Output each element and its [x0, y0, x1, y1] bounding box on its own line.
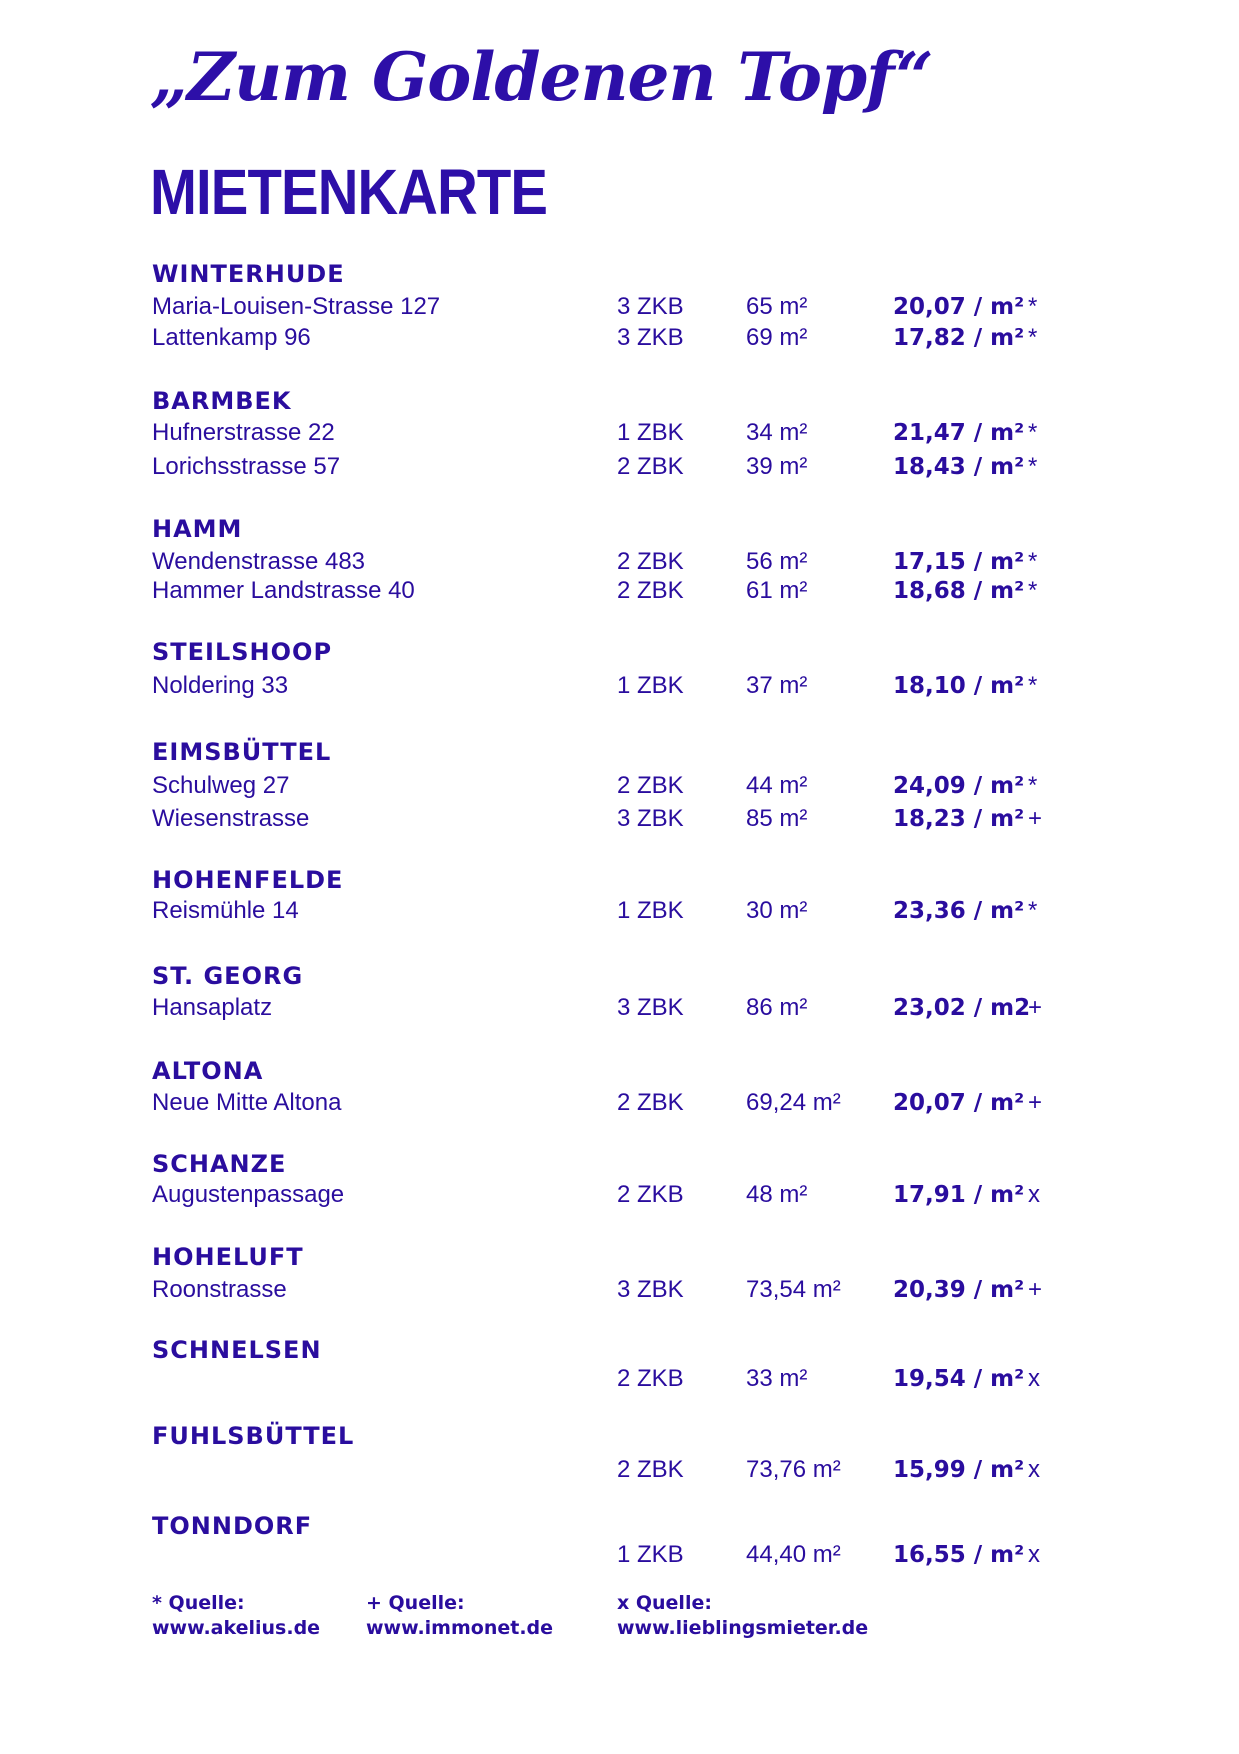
listing-row	[0, 292, 1239, 322]
listing-type: 2 ZBK	[617, 453, 684, 480]
source-label: + Quelle:	[366, 1592, 465, 1614]
listing-size: 69,24 m²	[746, 1089, 841, 1116]
source-link[interactable]: www.immonet.de	[366, 1617, 554, 1639]
listing-type: 2 ZKB	[617, 1181, 684, 1208]
listing-price: 18,68 / m²	[893, 578, 1025, 604]
listing-row	[0, 993, 1239, 1023]
listing-address: Reismühle 14	[152, 897, 299, 924]
listing-size: 33 m²	[746, 1365, 808, 1392]
listing-size: 48 m²	[746, 1181, 808, 1208]
listing-type: 2 ZBK	[617, 772, 684, 799]
listing-row	[0, 896, 1239, 926]
district-heading-schnelsen: SCHNELSEN	[152, 1336, 322, 1364]
district-heading-hamm: HAMM	[152, 515, 243, 543]
listing-row	[0, 1455, 1239, 1485]
listing-size: 86 m²	[746, 994, 808, 1021]
listing-size: 44,40 m²	[746, 1541, 841, 1568]
listing-price: 18,23 / m²	[893, 806, 1025, 832]
listing-address: Noldering 33	[152, 672, 289, 699]
listing-row	[0, 1180, 1239, 1210]
source-lieblingsmieter	[617, 1591, 868, 1641]
listing-price: 18,43 / m²	[893, 454, 1025, 480]
source-immonet	[366, 1591, 553, 1641]
listing-row	[0, 771, 1239, 801]
listing-size: 69 m²	[746, 324, 808, 351]
district-heading-barmbek: BARMBEK	[152, 387, 292, 415]
listing-address: Augustenpassage	[152, 1181, 345, 1208]
listing-row	[0, 547, 1239, 577]
listing-row	[0, 671, 1239, 701]
listing-source-marker: +	[1028, 1276, 1043, 1303]
listing-address: Hansaplatz	[152, 994, 273, 1021]
listing-price: 15,99 / m²	[893, 1457, 1025, 1483]
listing-price: 18,10 / m²	[893, 673, 1025, 699]
listing-row	[0, 452, 1239, 482]
listing-source-marker: x	[1028, 1181, 1040, 1208]
listing-source-marker: *	[1028, 897, 1038, 924]
listing-source-marker: x	[1028, 1365, 1040, 1392]
listing-price: 20,07 / m²	[893, 294, 1025, 320]
listing-source-marker: *	[1028, 772, 1038, 799]
listing-type: 2 ZBK	[617, 548, 684, 575]
listing-type: 3 ZBK	[617, 805, 684, 832]
listing-address: Hammer Landstrasse 40	[152, 577, 415, 604]
listing-price: 23,36 / m²	[893, 898, 1025, 924]
listing-source-marker: *	[1028, 577, 1038, 604]
listing-price: 20,07 / m²	[893, 1090, 1025, 1116]
listing-row	[0, 804, 1239, 834]
listing-size: 44 m²	[746, 772, 808, 799]
district-heading-winterhude: WINTERHUDE	[152, 260, 345, 288]
listing-source-marker: *	[1028, 293, 1038, 320]
listing-price: 17,91 / m²	[893, 1182, 1025, 1208]
district-heading-tonndorf: TONNDORF	[152, 1512, 313, 1540]
listing-address: Lattenkamp 96	[152, 324, 311, 351]
listing-source-marker: *	[1028, 419, 1038, 446]
district-heading-altona: ALTONA	[152, 1057, 264, 1085]
listing-source-marker: *	[1028, 548, 1038, 575]
listing-type: 1 ZBK	[617, 419, 684, 446]
listing-address: Wiesenstrasse	[152, 805, 310, 832]
listing-size: 73,76 m²	[746, 1456, 841, 1483]
listing-address: Neue Mitte Altona	[152, 1089, 342, 1116]
listing-type: 3 ZKB	[617, 324, 684, 351]
listing-row	[0, 1275, 1239, 1305]
listing-size: 73,54 m²	[746, 1276, 841, 1303]
listing-address: Wendenstrasse 483	[152, 548, 366, 575]
listing-type: 2 ZBK	[617, 577, 684, 604]
listing-source-marker: +	[1028, 994, 1043, 1021]
listing-type: 3 ZBK	[617, 994, 684, 1021]
listing-source-marker: x	[1028, 1456, 1040, 1483]
listing-price: 23,02 / m2	[893, 995, 1031, 1021]
listing-source-marker: +	[1028, 1089, 1043, 1116]
district-heading-fuhlsbuettel: FUHLSBÜTTEL	[152, 1422, 355, 1450]
listing-row	[0, 1364, 1239, 1394]
listing-row	[0, 418, 1239, 448]
listing-type: 2 ZKB	[617, 1365, 684, 1392]
district-heading-hoheluft: HOHELUFT	[152, 1243, 304, 1271]
listing-address: Schulweg 27	[152, 772, 290, 799]
listing-size: 85 m²	[746, 805, 808, 832]
listing-address: Hufnerstrasse 22	[152, 419, 335, 446]
listing-source-marker: *	[1028, 453, 1038, 480]
listing-size: 61 m²	[746, 577, 808, 604]
listing-source-marker: *	[1028, 324, 1038, 351]
listing-address: Roonstrasse	[152, 1276, 287, 1303]
script-title: „Zum Goldenen Topf“	[150, 38, 933, 116]
source-link[interactable]: www.lieblingsmieter.de	[617, 1617, 869, 1639]
source-link[interactable]: www.akelius.de	[152, 1617, 321, 1639]
listing-size: 56 m²	[746, 548, 808, 575]
listing-row	[0, 576, 1239, 606]
listing-price: 17,15 / m²	[893, 549, 1025, 575]
listing-size: 39 m²	[746, 453, 808, 480]
listing-price: 17,82 / m²	[893, 325, 1025, 351]
listing-row	[0, 1540, 1239, 1570]
district-heading-st-georg: ST. GEORG	[152, 962, 304, 990]
source-akelius	[152, 1591, 320, 1641]
listing-type: 3 ZKB	[617, 293, 684, 320]
listing-size: 65 m²	[746, 293, 808, 320]
listing-address: Maria-Louisen-Strasse 127	[152, 293, 441, 320]
source-label: x Quelle:	[617, 1592, 712, 1614]
listing-size: 30 m²	[746, 897, 808, 924]
listing-source-marker: x	[1028, 1541, 1040, 1568]
district-heading-schanze: SCHANZE	[152, 1150, 287, 1178]
listing-type: 1 ZKB	[617, 1541, 684, 1568]
listing-row	[0, 323, 1239, 353]
listing-price: 24,09 / m²	[893, 773, 1025, 799]
listing-price: 20,39 / m²	[893, 1277, 1025, 1303]
listing-address: Lorichsstrasse 57	[152, 453, 341, 480]
page-title: MIETENKARTE	[150, 156, 548, 228]
listing-type: 1 ZBK	[617, 897, 684, 924]
listing-price: 16,55 / m²	[893, 1542, 1025, 1568]
listing-size: 34 m²	[746, 419, 808, 446]
source-label: * Quelle:	[152, 1592, 245, 1614]
listing-price: 21,47 / m²	[893, 420, 1025, 446]
district-heading-eimsbuettel: EIMSBÜTTEL	[152, 738, 332, 766]
listing-type: 3 ZBK	[617, 1276, 684, 1303]
listing-type: 2 ZBK	[617, 1089, 684, 1116]
district-heading-hohenfelde: HOHENFELDE	[152, 866, 344, 894]
listing-source-marker: +	[1028, 805, 1043, 832]
district-heading-steilshoop: STEILSHOOP	[152, 638, 333, 666]
listing-type: 1 ZBK	[617, 672, 684, 699]
listing-type: 2 ZBK	[617, 1456, 684, 1483]
listing-size: 37 m²	[746, 672, 808, 699]
listing-row	[0, 1088, 1239, 1118]
listing-price: 19,54 / m²	[893, 1366, 1025, 1392]
listing-source-marker: *	[1028, 672, 1038, 699]
